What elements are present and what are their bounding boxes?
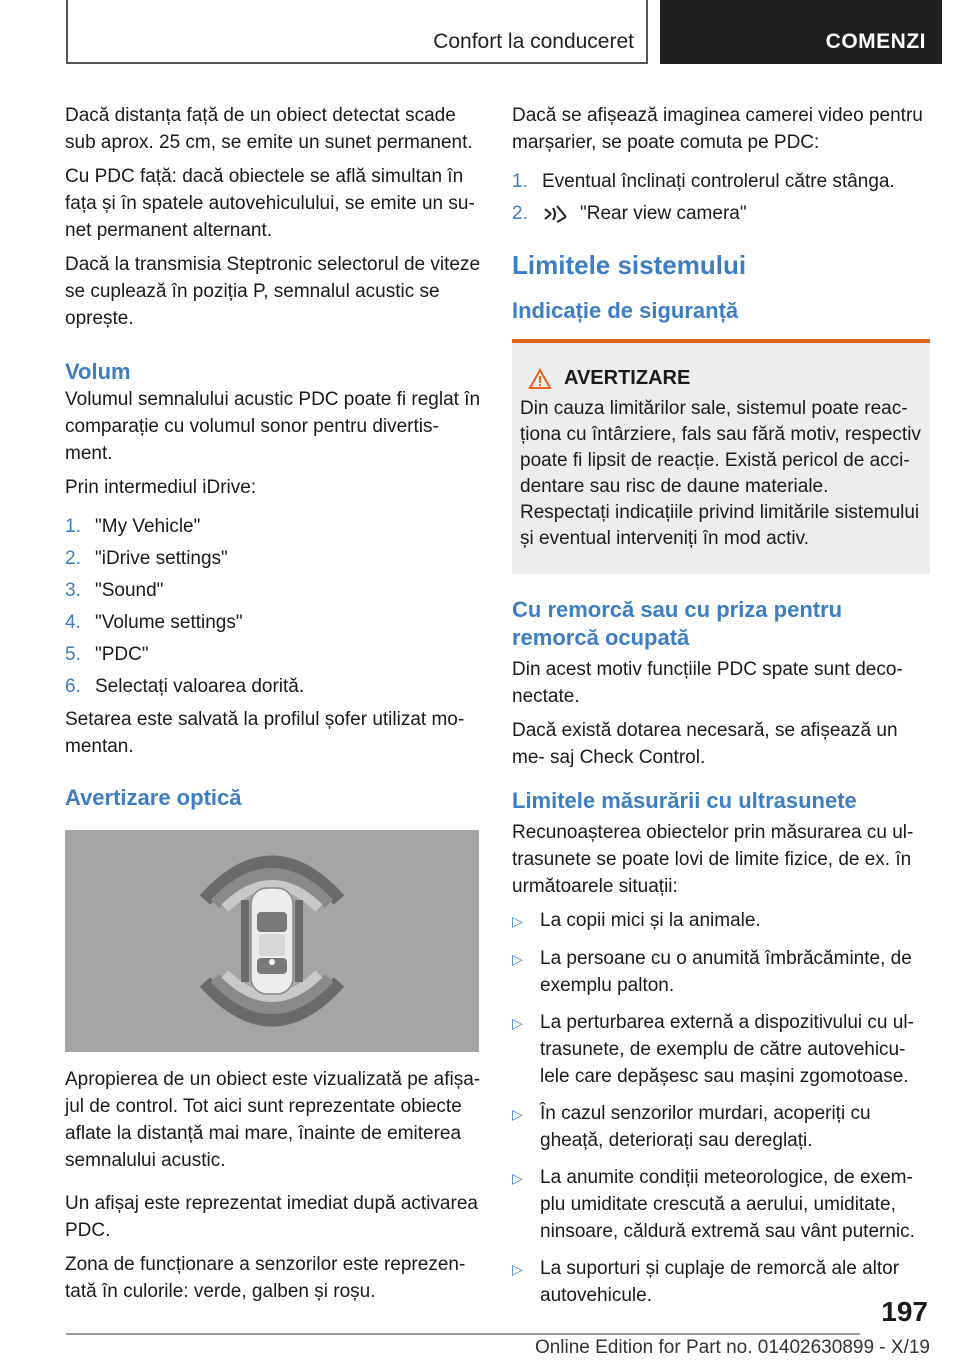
paragraph: Dacă există dotarea necesară, se afișează un me- saj Check Control. xyxy=(512,720,898,768)
paragraph: Zona de funcționare a senzorilor este reprezen- tată în culorile: verde, galben și roșu. xyxy=(65,1254,466,1302)
paragraph: Un afișaj este reprezentat imediat după activarea PDC. xyxy=(65,1193,478,1241)
bullet-icon: ▷ xyxy=(512,1106,523,1122)
paragraph: Volumul semnalului acustic PDC poate fi reglat în comparație cu volumul sonor pentru divertis- ment. xyxy=(65,389,481,464)
paragraph: Setarea este salvată la profilul șofer utilizat mo- mentan. xyxy=(65,709,465,757)
list-item xyxy=(65,577,483,604)
step-text: "Volume settings" xyxy=(95,612,243,633)
edition-footer: Online Edition for Part no. 01402630899 - X/19 xyxy=(534,1337,930,1358)
bullet-icon: ▷ xyxy=(512,1015,523,1031)
list-item xyxy=(65,641,483,668)
list-item xyxy=(65,673,483,700)
header-frame xyxy=(66,0,648,64)
limite-heading: Limitele sistemului xyxy=(512,250,747,280)
indicatie-heading: Indicație de siguranță xyxy=(512,298,739,323)
chapter-title: Confort la conduceret xyxy=(433,30,634,53)
paragraph: Dacă se afișează imaginea camerei video pentru marșarier, se poate comuta pe PDC: xyxy=(512,105,923,153)
bullet-icon: ▷ xyxy=(512,1261,523,1277)
bullet-icon: ▷ xyxy=(512,951,523,967)
list-item xyxy=(65,545,483,572)
warning-body: Din cauza limitărilor sale, sistemul poate reac- ționa cu întârziere, fals sau fără motiv, respectiv poate fi lipsit de reacție. Există pericol de acci- dentare sau risc de daune materiale. Respectați indicațiile privind limitările sistemului și eventual interveniți în mod activ. xyxy=(520,398,921,549)
step-text: "My Vehicle" xyxy=(95,516,201,537)
step-number: 2. xyxy=(512,203,528,224)
warning-triangle-icon xyxy=(528,368,552,390)
step-content xyxy=(542,200,747,227)
section-tab[interactable]: COMENZI xyxy=(660,0,942,64)
bullet-text: La copii mici și la animale. xyxy=(540,910,761,931)
bullet-text: La anumite condiții meteorologice, de exem- plu umiditate crescută a aerului, umiditate, ninsoare, căldură extremă sau vânt puternic. xyxy=(540,1167,915,1242)
step-text: "Rear view camera" xyxy=(580,203,747,224)
list-item xyxy=(65,609,483,636)
idrive-steps xyxy=(65,513,483,700)
warning-box xyxy=(512,339,930,574)
paragraph: Cu PDC față: dacă obiectele se află simultan în fața și în spatele autovehiculului, se emite un su- net permanent alternant. xyxy=(65,166,475,241)
footer-divider xyxy=(66,1333,860,1335)
step-text: "Sound" xyxy=(95,580,164,601)
page-number: 197 xyxy=(881,1296,928,1327)
paragraph: Prin intermediul iDrive: xyxy=(65,477,257,498)
bullet-text: La persoane cu o anumită îmbrăcăminte, de exemplu palton. xyxy=(540,948,912,996)
left-column xyxy=(65,102,483,1312)
list-item xyxy=(512,200,930,227)
list-item xyxy=(512,1255,930,1309)
camera-steps xyxy=(512,168,930,227)
volum-heading: Volum xyxy=(65,359,131,384)
pdc-sensor-icon xyxy=(542,204,568,224)
bullet-text: La suporturi și cuplaje de remorcă ale altor autovehicule. xyxy=(540,1258,900,1306)
step-number: 3. xyxy=(65,580,81,601)
step-number: 1. xyxy=(65,516,81,537)
paragraph: Dacă la transmisia Steptronic selectorul de viteze se cuplează în poziția P, semnalul acustic se oprește. xyxy=(65,254,481,329)
list-item xyxy=(512,1164,930,1245)
list-item xyxy=(512,945,930,999)
step-text: Selectați valoarea dorită. xyxy=(95,676,305,697)
bullet-icon: ▷ xyxy=(512,913,523,929)
warning-title xyxy=(528,365,922,392)
paragraph: Recunoașterea obiectelor prin măsurarea cu ul- trasunete se poate lovi de limite fizice, de ex. în următoarele situații: xyxy=(512,822,914,897)
step-number: 2. xyxy=(65,548,81,569)
bullet-text: În cazul senzorilor murdari, acoperiți cu gheață, deteriorați sau dereglați. xyxy=(540,1103,871,1151)
step-number: 1. xyxy=(512,171,528,192)
right-column xyxy=(512,102,930,1319)
step-number: 6. xyxy=(65,676,81,697)
list-item xyxy=(65,513,483,540)
step-text: Eventual înclinați controlerul către stânga. xyxy=(542,171,895,192)
car-sensor-graphic xyxy=(65,830,479,1052)
step-text: "PDC" xyxy=(95,644,149,665)
bullet-icon: ▷ xyxy=(512,1170,523,1186)
list-item xyxy=(512,168,930,195)
list-item xyxy=(512,1100,930,1154)
step-number: 4. xyxy=(65,612,81,633)
pdc-illustration xyxy=(65,830,479,1052)
step-number: 5. xyxy=(65,644,81,665)
situations-list xyxy=(512,907,930,1309)
bullet-text: La perturbarea externă a dispozitivului cu ul- trasunete, de exemplu de către autovehicu- lele care depășesc sau mașini zgomotoase. xyxy=(540,1012,914,1087)
warning-title-text: AVERTIZARE xyxy=(564,367,691,389)
paragraph: Din acest motiv funcțiile PDC spate sunt deco- nectate. xyxy=(512,659,903,707)
masurari-heading: Limitele măsurării cu ultrasunete xyxy=(512,788,857,813)
paragraph: Dacă distanța față de un obiect detectat scade sub aprox. 25 cm, se emite un sunet permanent. xyxy=(65,105,473,153)
list-item xyxy=(512,1009,930,1090)
avertizare-heading: Avertizare optică xyxy=(65,785,242,810)
list-item xyxy=(512,907,930,935)
remorca-heading: Cu remorcă sau cu priza pentru remorcă ocupată xyxy=(512,597,843,650)
step-text: "iDrive settings" xyxy=(95,548,228,569)
paragraph: Apropierea de un obiect este vizualizată pe afișa- jul de control. Tot aici sunt reprezentate obiecte aflate la distanță mai mare, înainte de emiterea semnalului acustic. xyxy=(65,1069,481,1171)
